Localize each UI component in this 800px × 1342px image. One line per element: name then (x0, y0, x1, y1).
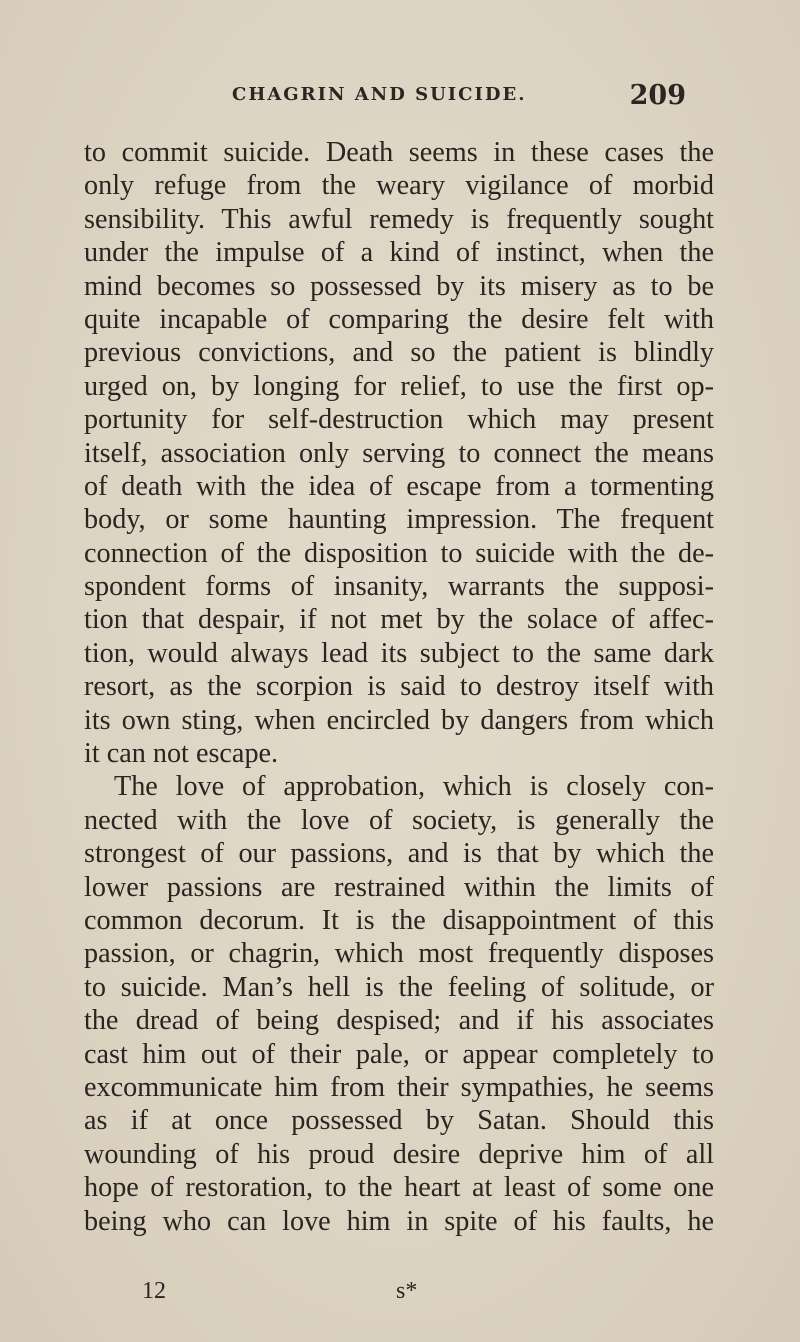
text-line: connection of the disposition to suicide with the de- (84, 537, 714, 569)
text-line: of death with the idea of escape from a tormenting (84, 470, 714, 502)
text-line: to commit suicide. Death seems in these cases the (84, 137, 714, 168)
text-line: sensibility. This awful remedy is frequently sought (84, 203, 714, 235)
text-line: tion, would always lead its subject to the same dark (84, 637, 714, 669)
text-line: strongest of our passions, and is that by which the (84, 838, 714, 870)
text-line: previous convictions, and so the patient is blindly (84, 337, 714, 369)
page-number: 209 (629, 80, 686, 111)
text-line: portunity for self-destruction which may present (84, 404, 714, 436)
text-line: mind becomes so possessed by its misery as to be (84, 270, 714, 302)
text-line: passion, or chagrin, which most frequently disposes (84, 938, 714, 970)
text-line: excommunicate him from their sympathies, he seems (84, 1071, 714, 1103)
text-line: quite incapable of comparing the desire felt with (84, 303, 714, 335)
text-line: under the impulse of a kind of instinct, when the (84, 237, 714, 269)
text-line: hope of restoration, to the heart at least of some one (84, 1172, 714, 1204)
text-line: wounding of his proud desire deprive him of all (84, 1138, 714, 1170)
text-line: spondent forms of insanity, warrants the supposi- (84, 571, 714, 603)
page-footer (142, 1278, 482, 1308)
text-line: as if at once possessed by Satan. Should this (84, 1105, 714, 1137)
text-line: its own sting, when encircled by dangers from which (84, 704, 714, 736)
text-line: body, or some haunting impression. The frequent (84, 504, 714, 536)
text-line: common decorum. It is the disappointment of this (84, 904, 714, 936)
running-head: CHAGRIN AND SUICIDE. (232, 84, 527, 105)
paragraph-end-line: it can not escape. (84, 738, 279, 770)
text-line: cast him out of their pale, or appear completely to (84, 1038, 714, 1070)
paragraph-start-line: The love of approbation, which is closely con- (114, 771, 714, 803)
text-line: urged on, by longing for relief, to use the first op- (84, 370, 714, 402)
text-line: the dread of being despised; and if his associates (84, 1005, 714, 1037)
text-line: being who can love him in spite of his faults, he (84, 1205, 714, 1237)
page-header (232, 80, 686, 114)
text-line: itself, association only serving to connect the means (84, 437, 714, 469)
signature-mark: s* (396, 1278, 418, 1304)
signature-number: 12 (142, 1278, 166, 1304)
text-line: resort, as the scorpion is said to destroy itself with (84, 671, 714, 703)
text-line: only refuge from the weary vigilance of morbid (84, 170, 714, 202)
text-line: nected with the love of society, is generally the (84, 804, 714, 836)
body-text (84, 136, 714, 1238)
text-line: tion that despair, if not met by the solace of affec- (84, 604, 714, 636)
text-line: to suicide. Man’s hell is the feeling of solitude, or (84, 971, 714, 1003)
text-line: lower passions are restrained within the limits of (84, 871, 714, 903)
